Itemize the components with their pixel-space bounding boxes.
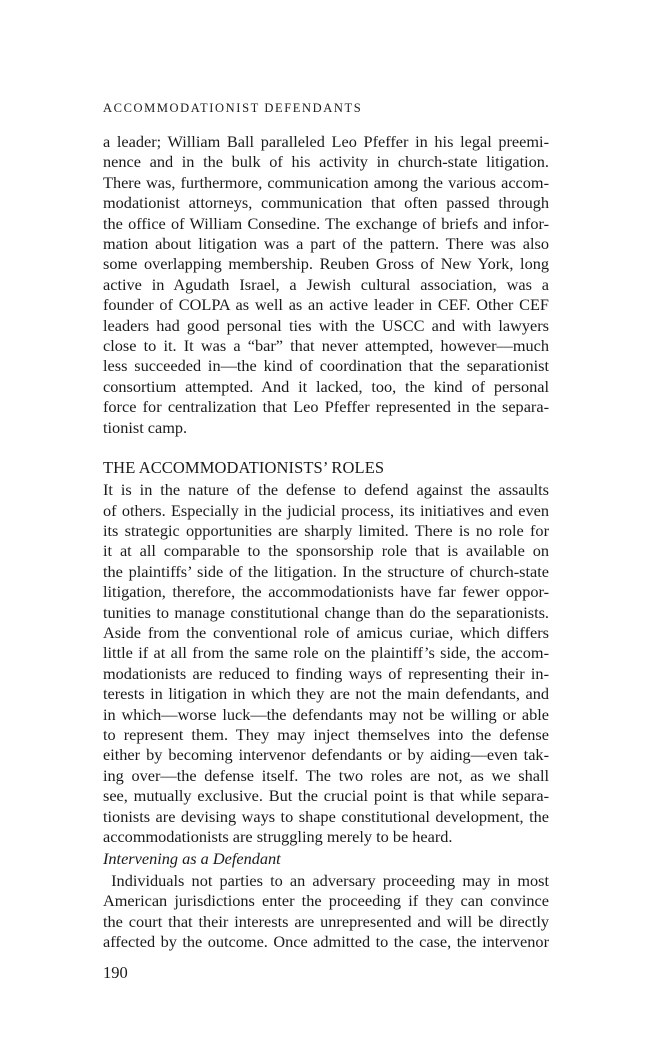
text-line: Individuals not parties to an adversary proceeding may in most: [103, 870, 549, 890]
text-line: There was, furthermore, communication among the various accom-: [103, 172, 549, 192]
text-line: consortium attempted. And it lacked, too, the kind of personal: [103, 376, 549, 396]
text-line: tionists are devising ways to shape constitutional development, the: [103, 806, 549, 826]
text-line: its strategic opportunities are sharply limited. There is no role for: [103, 520, 549, 540]
running-head: ACCOMMODATIONIST DEFENDANTS: [103, 101, 363, 115]
text-line: ing over—the defense itself. The two roles are not, as we shall: [103, 765, 549, 785]
text-line: see, mutually exclusive. But the crucial point is that while separa-: [103, 786, 549, 806]
section-heading: THE ACCOMMODATIONISTS’ ROLES: [103, 458, 385, 478]
text-line: it at all comparable to the sponsorship role that is available on: [103, 541, 549, 561]
text-line: to represent them. They may inject themselves into the defense: [103, 724, 549, 744]
text-line: tunities to manage constitutional change than do the separationists.: [103, 602, 549, 622]
text-line: close to it. It was a “bar” that never attempted, however—much: [103, 336, 549, 356]
text-line: some overlapping membership. Reuben Gross of New York, long: [103, 254, 549, 274]
text-line: modationist attorneys, communication that often passed through: [103, 193, 549, 213]
text-line: of others. Especially in the judicial process, its initiatives and even: [103, 500, 549, 520]
text-line: Aside from the conventional role of amicus curiae, which differs: [103, 622, 549, 642]
text-line: leaders had good personal ties with the USCC and with lawyers: [103, 315, 549, 335]
paragraph-2: [103, 480, 549, 847]
subheading: Intervening as a Defendant: [103, 849, 281, 869]
text-line: American jurisdictions enter the proceeding if they can convince: [103, 891, 549, 911]
text-line: terests in litigation in which they are not the main defendants, and: [103, 684, 549, 704]
text-line: a leader; William Ball paralleled Leo Pfeffer in his legal preemi-: [103, 132, 549, 151]
text-line: nence and in the bulk of his activity in church-state litigation.: [103, 152, 549, 172]
text-line: accommodationists are struggling merely to be heard.: [103, 827, 453, 846]
text-line: the office of William Consedine. The exchange of briefs and infor-: [103, 213, 549, 233]
text-line: affected by the outcome. Once admitted to the case, the intervenor: [103, 932, 549, 952]
paragraph-1: [103, 132, 549, 438]
text-line: litigation, therefore, the accommodationists have far fewer oppor-: [103, 582, 549, 602]
text-line: less succeeded in—the kind of coordination that the separationist: [103, 356, 549, 376]
paragraph-3: [103, 871, 549, 953]
page-number: 190: [103, 963, 128, 983]
text-line: in which—worse luck—the defendants may not be willing or able: [103, 704, 549, 724]
text-line: the plaintiffs’ side of the litigation. In the structure of church-state: [103, 561, 549, 581]
text-line: mation about litigation was a part of the pattern. There was also: [103, 234, 549, 254]
book-page: [103, 98, 549, 983]
text-line: either by becoming intervenor defendants or by aiding—even tak-: [103, 745, 549, 765]
text-line: force for centralization that Leo Pfeffer represented in the separa-: [103, 397, 549, 417]
text-line: It is in the nature of the defense to defend against the assaults: [103, 480, 549, 500]
text-line: little if at all from the same role on the plaintiff’s side, the accom-: [103, 643, 549, 663]
text-line: active in Agudath Israel, a Jewish cultural association, was a: [103, 274, 549, 294]
text-line: the court that their interests are unrepresented and will be directly: [103, 911, 549, 931]
text-line: founder of COLPA as well as an active leader in CEF. Other CEF: [103, 295, 549, 315]
text-line: tionist camp.: [103, 417, 188, 437]
text-line: modationists are reduced to finding ways of representing their in-: [103, 663, 549, 683]
